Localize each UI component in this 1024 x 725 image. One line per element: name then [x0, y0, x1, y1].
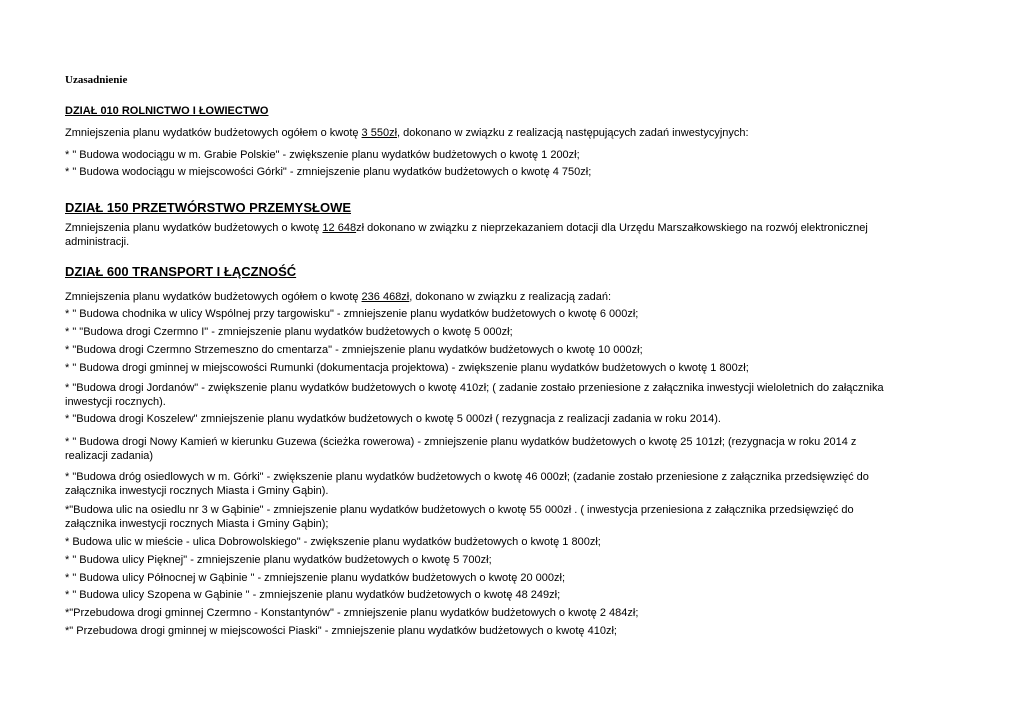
intro-amount: 236 468zł: [361, 291, 410, 303]
list-item: * "Budowa drogi Jordanów" - zwiększenie planu wydatków budżetowych o kwotę 410zł; ( zadanie zostało przeniesione z załącznika inwestycji wieloletnich do załącznika inwestycji rocznych).: [65, 382, 884, 408]
section-150-text: [65, 221, 895, 249]
list-item: *" Przebudowa drogi gminnej w miejscowości Piaski" - zmniejszenie planu wydatków budżetowych o kwotę 410zł;: [65, 625, 617, 637]
list-item: * " Budowa drogi gminnej w miejscowości Rumunki (dokumentacja projektowa) - zwiększenie planu wydatków budżetowych o kwotę 1 800zł;: [65, 362, 749, 374]
list-item: * Budowa ulic w mieście - ulica Dobrowolskiego" - zwiększenie planu wydatków budżetowych o kwotę 1 800zł;: [65, 536, 601, 548]
list-item: * " Budowa ulicy Pięknej" - zmniejszenie planu wydatków budżetowych o kwotę 5 700zł;: [65, 554, 492, 566]
list-item: * " Budowa ulicy Północnej w Gąbinie " - zmniejszenie planu wydatków budżetowych o kwotę 20 000zł;: [65, 572, 566, 584]
document-title: Uzasadnienie: [65, 74, 128, 86]
list-item: * "Budowa dróg osiedlowych w m. Górki" - zwiększenie planu wydatków budżetowych o kwotę 46 000zł; (zadanie zostało przeniesione z załącznika przedsięwzięć do załącznika inwestycji rocznych Miasta i Gminy Gąbin).: [65, 471, 869, 497]
intro-amount: 3 550zł: [361, 127, 398, 139]
list-item: * " Budowa chodnika w ulicy Wspólnej przy targowisku" - zmniejszenie planu wydatków budżetowych o kwotę 6 000zł;: [65, 308, 639, 320]
section-600-heading: DZIAŁ 600 TRANSPORT I ŁĄCZNOŚĆ: [65, 264, 297, 279]
section-010-intro: [65, 126, 749, 140]
list-item: * " Budowa ulicy Szopena w Gąbinie " - zmniejszenie planu wydatków budżetowych o kwotę 48 249zł;: [65, 589, 561, 601]
list-item: * " "Budowa drogi Czermno I" - zmniejszenie planu wydatków budżetowych o kwotę 5 000zł;: [65, 326, 513, 338]
section-150-heading: DZIAŁ 150 PRZETWÓRSTWO PRZEMYSŁOWE: [65, 200, 352, 215]
section-010-heading: DZIAŁ 010 ROLNICTWO I ŁOWIECTWO: [65, 105, 269, 117]
list-item: * " Budowa drogi Nowy Kamień w kierunku Guzewa (ścieżka rowerowa) - zmniejszenie planu wydatków budżetowych o kwotę 25 101zł; (rezygnacja w roku 2014 z realizacji zadania): [65, 436, 857, 462]
list-item: *"Przebudowa drogi gminnej Czermno - Konstantynów" - zmniejszenie planu wydatków budżetowych o kwotę 2 484zł;: [65, 607, 639, 619]
list-item: * "Budowa drogi Koszelew" zmniejszenie planu wydatków budżetowych o kwotę 5 000zł ( rezygnacja z realizacji zadania w roku 2014).: [65, 413, 721, 425]
intro-text-end: , dokonano w związku z realizacją zadań:: [409, 291, 612, 303]
text-start: Zmniejszenia planu wydatków budżetowych o kwotę: [65, 222, 323, 234]
section-600-intro: [65, 290, 611, 304]
intro-text: Zmniejszenia planu wydatków budżetowych ogółem o kwotę: [65, 291, 362, 303]
list-item: * "Budowa drogi Czermno Strzemeszno do cmentarza" - zmniejszenie planu wydatków budżetowych o kwotę 10 000zł;: [65, 344, 643, 356]
text-end: zł dokonano w związku z nieprzekazaniem dotacji dla Urzędu Marszałkowskiego na rozwój elektronicznej administracji.: [65, 222, 868, 248]
text-amount: 12 648: [322, 222, 357, 234]
intro-text: Zmniejszenia planu wydatków budżetowych ogółem o kwotę: [65, 127, 362, 139]
list-item: * " Budowa wodociągu w m. Grabie Polskie" - zwiększenie planu wydatków budżetowych o kwotę 1 200zł;: [65, 149, 580, 161]
list-item: *"Budowa ulic na osiedlu nr 3 w Gąbinie" - zmniejszenie planu wydatków budżetowych o kwotę 55 000zł . ( inwestycja przeniesiona z załącznika przedsięwzięć do załącznika inwestycji rocznych Miasta i Gminy Gąbin);: [65, 504, 854, 530]
intro-text-end: , dokonano w związku z realizacją następujących zadań inwestycyjnych:: [397, 127, 749, 139]
list-item: * " Budowa wodociągu w miejscowości Górki" - zmniejszenie planu wydatków budżetowych o kwotę 4 750zł;: [65, 166, 592, 178]
